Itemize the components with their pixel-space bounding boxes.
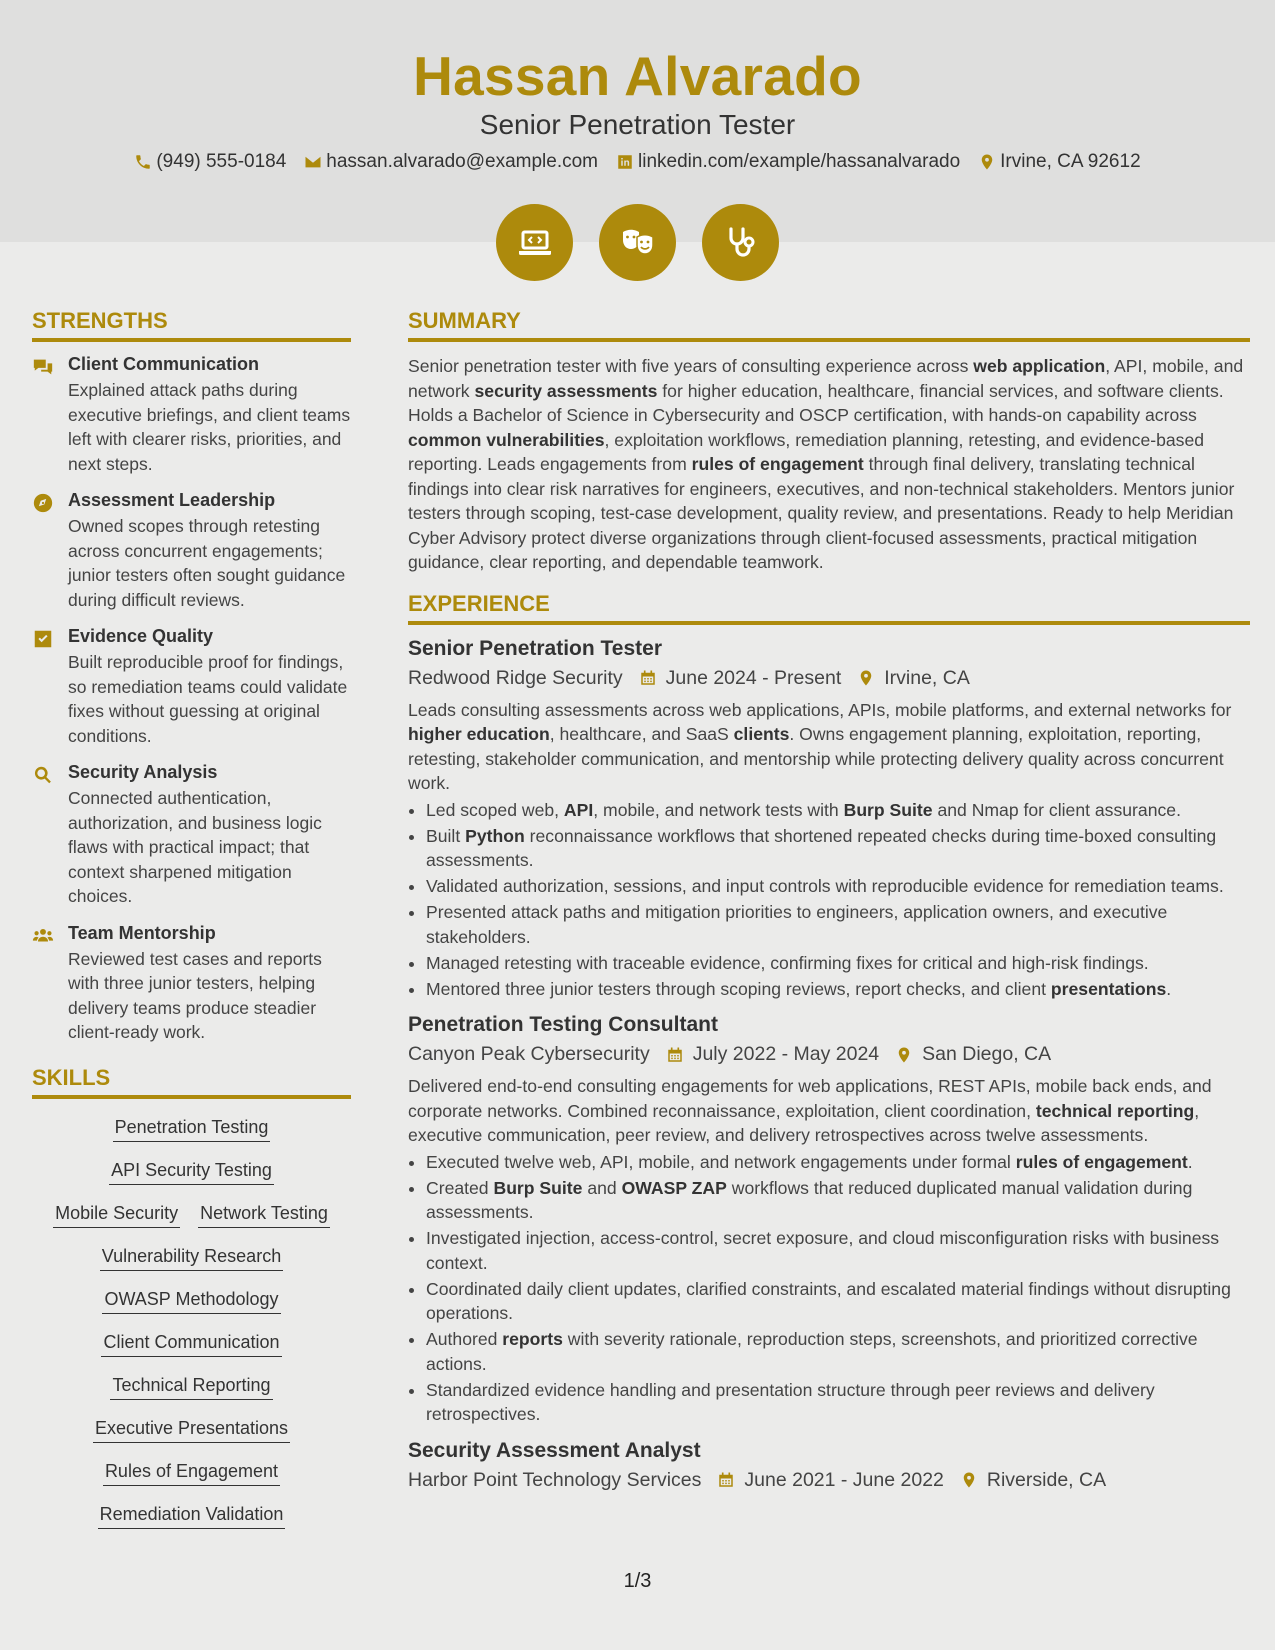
stethoscope-badge [702,204,779,281]
check-square-icon [32,628,54,650]
envelope-icon [304,153,322,171]
job-company: Redwood Ridge Security [408,666,623,689]
phone-icon [134,153,152,171]
job-bullet: • Coordinated daily client updates, clarified constraints, and escalated material findings without disrupting operations. [426,1277,1250,1326]
job-bullet: • Standardized evidence handling and presentation structure through peer reviews and delivery retrospectives. [426,1378,1250,1427]
strength-text: Built reproducible proof for findings, so remediation teams could validate fixes without guessing at original conditions. [68,652,348,746]
calendar-icon [717,1471,735,1489]
job-bullet: • Authored reports with severity rationale, reproduction steps, screenshots, and prioritized corrective actions. [426,1327,1250,1376]
skill-tag: API Security Testing [109,1160,274,1185]
skill-tag: Penetration Testing [113,1117,271,1142]
strength-text: Explained attack paths during executive briefings, and client teams left with clearer risks, priorities, and next steps. [68,380,351,474]
linkedin-text: linkedin.com/example/hassanalvarado [638,151,961,172]
candidate-name: Hassan Alvarado [413,45,862,107]
candidate-title: Senior Penetration Tester [479,109,796,140]
job-bullet: • Created Burp Suite and OWASP ZAP workflows that reduced duplicated manual validation during assessments. [426,1176,1250,1225]
job-meta [408,667,1250,690]
job-entry [408,1439,1250,1492]
skill-tag: Technical Reporting [110,1375,272,1400]
skill-tag: Rules of Engagement [103,1461,280,1486]
summary-heading: SUMMARY [408,308,1250,342]
job-dates: June 2021 - June 2022 [744,1468,944,1491]
strength-item [32,626,351,748]
phone-text: (949) 555-0184 [156,151,287,172]
theater-masks-icon [618,223,658,263]
strength-item [32,354,351,476]
compass-icon [32,492,54,514]
contact-phone[interactable] [134,151,286,173]
job-role: Security Assessment Analyst [408,1438,701,1462]
skills-heading: SKILLS [32,1065,351,1099]
job-location: Irvine, CA [884,666,970,689]
job-bullet: • Led scoped web, API, mobile, and network tests with Burp Suite and Nmap for client assurance. [426,798,1250,823]
job-bullet: • Managed retesting with traceable evidence, confirming fixes for critical and high-risk findings. [426,951,1250,976]
email-text: hassan.alvarado@example.com [326,151,599,172]
comments-icon [32,356,54,378]
job-bullet: • Executed twelve web, API, mobile, and network engagements under formal rules of engagement. [426,1150,1250,1175]
linkedin-icon [616,153,634,171]
job-entry [408,1013,1250,1427]
stethoscope-icon [721,223,761,263]
strength-title: Team Mentorship [68,922,216,943]
job-company: Canyon Peak Cybersecurity [408,1043,650,1065]
contact-location [978,151,1140,173]
strengths-heading: STRENGTHS [32,308,351,342]
job-dates: July 2022 - May 2024 [692,1043,880,1065]
job-description: Leads consulting assessments across web applications, APIs, mobile platforms, and external networks for higher education, healthcare, and SaaS clients. Owns engagement planning, exploitation, reporting, retesting, stakeholder communication, and mentorship while protecting delivery quality across concurrent work. [408,699,1232,793]
contact-bar [0,151,1275,173]
search-icon [32,764,54,786]
skill-tag: OWASP Methodology [102,1289,280,1314]
right-column [408,308,1250,1500]
strength-text: Reviewed test cases and reports with three junior testers, helping delivery teams produce steadier client-ready work. [68,948,322,1042]
job-bullet: • Built Python reconnaissance workflows that shortened repeated checks during time-boxed consulting assessments. [426,824,1250,873]
theater-masks-badge [599,204,676,281]
strength-title: Client Communication [68,354,260,374]
skill-tag: Mobile Security [53,1203,180,1228]
skill-tag: Vulnerability Research [100,1246,283,1271]
skill-tag: Network Testing [198,1203,330,1228]
job-dates: June 2024 - Present [665,666,842,689]
skill-tag: Remediation Validation [98,1504,286,1529]
job-meta [408,1469,1250,1492]
strength-text: Connected authentication, authorization, and business logic flaws with practical impact; that context sharpened mitigation choices. [68,788,322,906]
strength-item [32,490,351,612]
location-pin-icon [978,153,996,171]
job-bullets [426,798,1250,1002]
page-indicator: 1/3 [623,1570,652,1592]
job-bullet: • Mentored three junior testers through scoping reviews, report checks, and client presentations. [426,977,1250,1002]
experience-heading: EXPERIENCE [408,591,1250,625]
skill-tag: Client Communication [101,1332,281,1357]
interest-badges [0,204,1275,281]
users-icon [32,925,54,947]
location-pin-icon [895,1046,913,1064]
job-bullet: • Presented attack paths and mitigation priorities to engineers, application owners, and executive stakeholders. [426,900,1250,949]
calendar-icon [639,669,657,687]
strength-title: Assessment Leadership [68,490,276,510]
strength-title: Security Analysis [68,762,218,782]
calendar-icon [666,1046,684,1064]
strength-text: Owned scopes through retesting across concurrent engagements; junior testers often sought guidance during difficult reviews. [68,516,346,610]
location-text: Irvine, CA 92612 [1000,151,1141,172]
job-role: Senior Penetration Tester [408,636,663,660]
job-location: Riverside, CA [986,1468,1107,1491]
job-entry [408,637,1250,1002]
laptop-code-icon [515,223,555,263]
location-pin-icon [960,1471,978,1489]
skills-list [32,1111,351,1529]
strength-title: Evidence Quality [68,626,214,646]
contact-email[interactable] [304,151,598,173]
job-company: Harbor Point Technology Services [408,1468,702,1491]
job-meta [408,1043,1250,1066]
laptop-code-badge [496,204,573,281]
job-bullet: • Investigated injection, access-control, secret exposure, and cloud misconfiguration risks with business context. [426,1226,1250,1275]
contact-linkedin[interactable] [616,151,960,173]
strength-item [32,923,351,1045]
job-bullet: • Validated authorization, sessions, and input controls with reproducible evidence for remediation teams. [426,874,1250,899]
strength-item [32,762,351,909]
skill-tag: Executive Presentations [93,1418,290,1443]
job-bullets [426,1150,1250,1427]
left-column [32,308,351,1529]
job-location: San Diego, CA [922,1043,1052,1065]
summary-text: Senior penetration tester with five years of consulting experience across web application, API, mobile, and network security assessments for higher education, healthcare, financial services, and software clients. Holds a Bachelor of Science in Cybersecurity and OSCP certification, with hands-on capability across common vulnerabilities, exploitation workflows, remediation planning, retesting, and evidence-based reporting. Leads engagements from rules of engagement through final delivery, translating technical findings into clear risk narratives for engineers, executives, and non-technical stakeholders. Mentors junior testers through scoping, test-case development, quality review, and presentations. Ready to help Meridian Cyber Advisory protect diverse organizations through client-focused assessments, practical mitigation guidance, clear reporting, and dependable teamwork. [408,356,1244,572]
job-role: Penetration Testing Consultant [408,1013,718,1036]
location-pin-icon [857,669,875,687]
job-description: Delivered end-to-end consulting engagements for web applications, REST APIs, mobile back ends, and corporate networks. Combined reconnaissance, exploitation, client coordination, technical reporting, executive communication, peer review, and delivery retrospectives across twelve assessments. [408,1076,1212,1145]
